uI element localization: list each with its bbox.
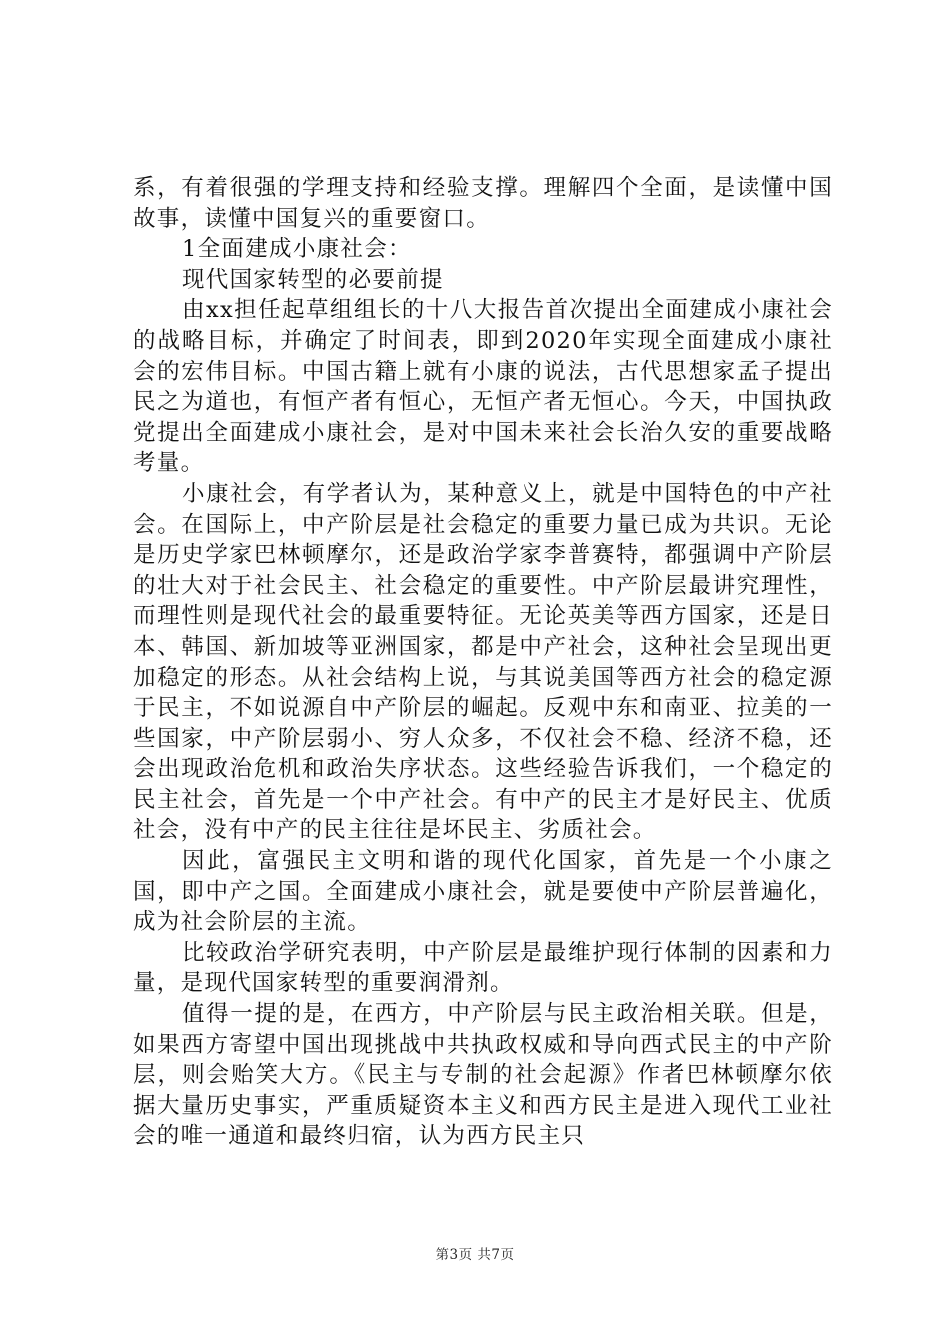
paragraph: 比较政治学研究表明，中产阶层是最维护现行体制的因素和力量，是现代国家转型的重要润滑剂。 xyxy=(133,939,833,997)
paragraph: 由xx担任起草组组长的十八大报告首次提出全面建成小康社会的战略目标，并确定了时间表，即到2020年实现全面建成小康社会的宏伟目标。中国古籍上就有小康的说法，古代思想家孟子提出民之为道也，有恒产者有恒心，无恒产者无恒心。今天，中国执政党提出全面建成小康社会，是对中国未来社会长治久安的重要战略考量。 xyxy=(133,297,833,477)
paragraph: 系，有着很强的学理支持和经验支撑。理解四个全面，是读懂中国故事，读懂中国复兴的重要窗口。 xyxy=(133,175,833,232)
page-number: 第3页 共7页 xyxy=(435,1247,515,1263)
paragraph: 因此，富强民主文明和谐的现代化国家，首先是一个小康之国，即中产之国。全面建成小康社会，就是要使中产阶层普遍化，成为社会阶层的主流。 xyxy=(133,848,833,936)
section-subheading: 现代国家转型的必要前提 xyxy=(182,266,444,293)
section-heading: 1全面建成小康社会： xyxy=(182,236,412,263)
paragraph: 值得一提的是，在西方，中产阶层与民主政治相关联。但是，如果西方寄望中国出现挑战中共执政权威和导向西式民主的中产阶层，则会贻笑大方。《民主与专制的社会起源》作者巴林顿摩尔依据大量历史事实，严重质疑资本主义和西方民主是进入现代工业社会的唯一通道和最终归宿，认为西方民主只 xyxy=(133,1001,833,1150)
page-footer xyxy=(0,1243,950,1263)
paragraph: 小康社会，有学者认为，某种意义上，就是中国特色的中产社会。在国际上，中产阶层是社会稳定的重要力量已成为共识。无论是历史学家巴林顿摩尔，还是政治学家李普赛特，都强调中产阶层的壮大对于社会民主、社会稳定的重要性。中产阶层最讲究理性，而理性则是现代社会的最重要特征。无论英美等西方国家，还是日本、韩国、新加坡等亚洲国家，都是中产社会，这种社会呈现出更加稳定的形态。从社会结构上说，与其说美国等西方社会的稳定源于民主，不如说源自中产阶层的崛起。反观中东和南亚、拉美的一些国家，中产阶层弱小、穷人众多，不仅社会不稳、经济不稳，还会出现政治危机和政治失序状态。这些经验告诉我们，一个稳定的民主社会，首先是一个中产社会。有中产的民主才是好民主、优质社会，没有中产的民主往往是坏民主、劣质社会。 xyxy=(133,480,833,844)
document-body xyxy=(133,173,833,1152)
